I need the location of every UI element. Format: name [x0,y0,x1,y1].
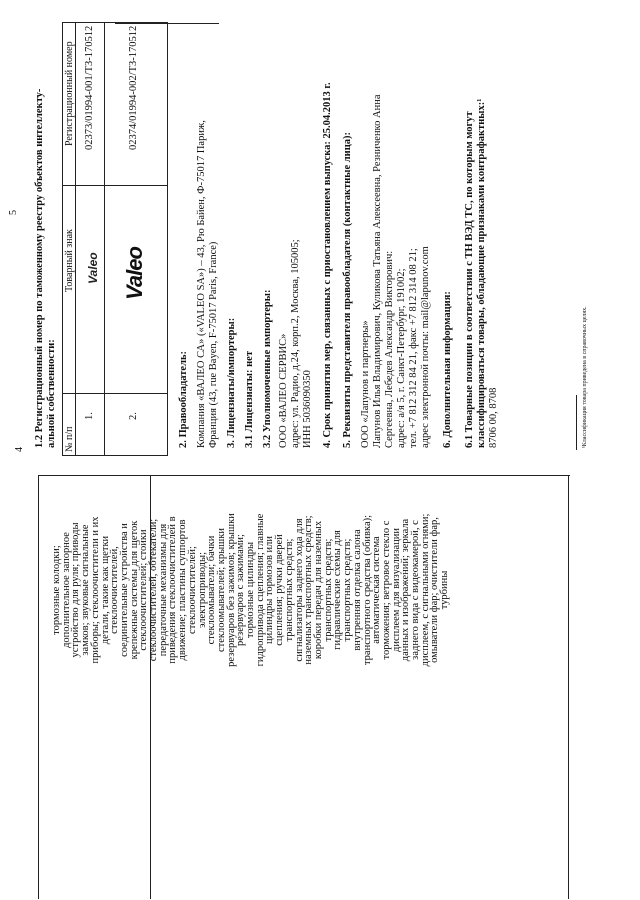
section-3-2-heading: 3.2 Уполномоченные импортеры: [262,289,273,448]
section-6-1-line-1: 6.1 Товарные позиции в соответствии с ТН ВЭД ТС, по которым могут [464,111,475,448]
row-2-num: 2. [128,412,139,420]
owner-line-1: Компания «ВАЛЕО СА» («VALEO SA») – 43, Рю Байен, Ф-75017 Париж, [196,120,207,448]
footnote: ¹Классификация товара приведена в справочных целях. [582,306,588,448]
goods-line: тормозные колодки; [51,545,62,635]
goods-line: внутренняя отделка салона [351,529,363,651]
goods-line: сигнализаторы заднего хода для [293,518,305,662]
goods-line: передаточные механизмы для [157,523,169,657]
section-6-1-line-3: 8706 00, 8708 [488,387,499,448]
row-2-trademark-logo: Valeo [122,247,147,300]
section-5-heading: 5. Реквизиты представителя правообладателя (контактные лица): [342,132,353,448]
row-1-reg: 02373/01994-001/ТЗ-170512 [84,25,95,150]
goods-line: коробки передач для наземных [312,520,324,660]
table-header-num: № п/п [64,426,75,452]
rep-line-6: адрес электронной почты: mail@lapunov.com [420,246,431,448]
importer-name: ООО «ВАЛЕО СЕРВИС» [278,333,289,448]
rep-line-5: тел. +7 812 312 84 21, факс +7 812 314 08 21; [408,248,419,448]
left-table-divider-2 [568,475,569,899]
goods-line: автоматическая система [371,536,383,644]
owner-line-2: Франция (43, rue Bayen, F-75017 Paris, France) [208,241,219,448]
section-6-1-line-2: классифицироваться товары, обладающие признаками контрафактных:¹ [476,98,487,448]
right-page-number: 5 [8,210,19,215]
section-1-2-heading: 1.2 Регистрационный номер по таможенному реестру объектов интеллекту- [34,88,45,448]
goods-line: детали, такие как щетки [99,535,111,645]
goods-line: торможения; ветровое стекло с [380,520,392,660]
goods-line: транспортных средств; [322,538,334,642]
goods-line: дисплеем для визуализации [390,528,402,653]
row-1-num: 1. [84,412,95,420]
goods-line: стеклоочистителей; [186,546,198,634]
goods-line: стеклоомывателей; крышки [215,528,227,652]
goods-line: дисплеем, с сигнальными огнями; [419,513,431,667]
goods-line: данных и изображений; зеркала [400,518,412,662]
goods-line: стеклоочистителей, [109,546,121,634]
goods-line: турбины [439,570,451,610]
goods-line: приведения стеклоочистителей в [167,516,179,664]
goods-line: электроприводы; [196,551,208,629]
trademark-table [62,22,168,456]
left-table-border [38,475,39,899]
goods-line: приборы; стеклоочистители и их [89,516,101,664]
goods-line: соединительные устройства и [118,523,130,657]
goods-line: заднего вида с видеокамерой, с [410,520,422,660]
goods-line: омыватели фар; очистители фар, [429,517,441,663]
goods-line: транспортного средства (обивка); [361,514,373,666]
goods-line: тормозные цилиндры [245,541,257,639]
goods-line: сцепления; ручки дверей [274,534,286,646]
row-1-trademark-logo: Valeo [86,252,100,284]
table-header-reg: Регистрационный номер [64,41,75,146]
rep-line-2: Лапунов Илья Владимирович, Куликова Татьяна Алексеевна, Резниченко Анна [372,94,383,448]
goods-line: транспортных средств; [283,538,295,642]
rep-line-3: Сергеевна, Лебедев Александр Викторович: [384,250,395,448]
goods-line: дополнительное запорное [60,532,72,648]
goods-line: замков; звуковые сигнальные [80,524,92,656]
goods-line: устройство для руля; приводы [70,522,82,658]
goods-line: стеклоочистителей, обтекатели; [148,518,160,662]
rep-line-4: адрес: а/я 5, г. Санкт-Петербург, 191002; [396,268,407,448]
rep-line-1: ООО «Лапунов и партнеры» [360,320,371,448]
section-4: 4. Срок принятия мер, связанных с приостановлением выпуска: 25.04.2013 г. [322,82,333,448]
goods-line: гидропривода сцепления; главные [254,513,266,667]
goods-line: движение; пластины суппортов [177,519,189,661]
goods-line: стеклоомыватели; бачки [206,535,218,645]
goods-line: гидравлические схемы для [332,530,344,650]
importer-address: адрес: ул. Радио, д.24, корп.2, Москва, 105005; [290,239,301,448]
goods-line: наземных транспортных средств; [303,515,315,665]
section-3-1: 3.1 Лицензиаты: нет [244,351,255,448]
left-page-number: 4 [14,447,25,452]
goods-line: резервуаров с зажимами; [235,534,247,646]
goods-line: цилиндры тормозов или [264,535,276,645]
row-2-reg: 02374/01994-002/ТЗ-170512 [128,25,139,150]
goods-line: резервуаров без зажимов; крышки [225,513,237,667]
section-3-heading: 3. Лицензиаты/импортеры: [226,317,237,448]
section-6-heading: 6. Дополнительная информация: [442,291,453,448]
goods-line: стеклоочистителей; стойки [138,529,150,651]
goods-line: крепежные системы для щеток [128,520,140,660]
section-1-2-heading-cont: альной собственности: [46,339,57,448]
section-2-heading: 2. Правообладатель: [178,350,189,448]
table-header-mark: Товарный знак [64,229,75,292]
importer-inn: ИНН 5036090350 [302,370,313,448]
goods-list [52,475,450,705]
footnote-separator [576,395,577,450]
goods-line: транспортных средств; [342,538,354,642]
